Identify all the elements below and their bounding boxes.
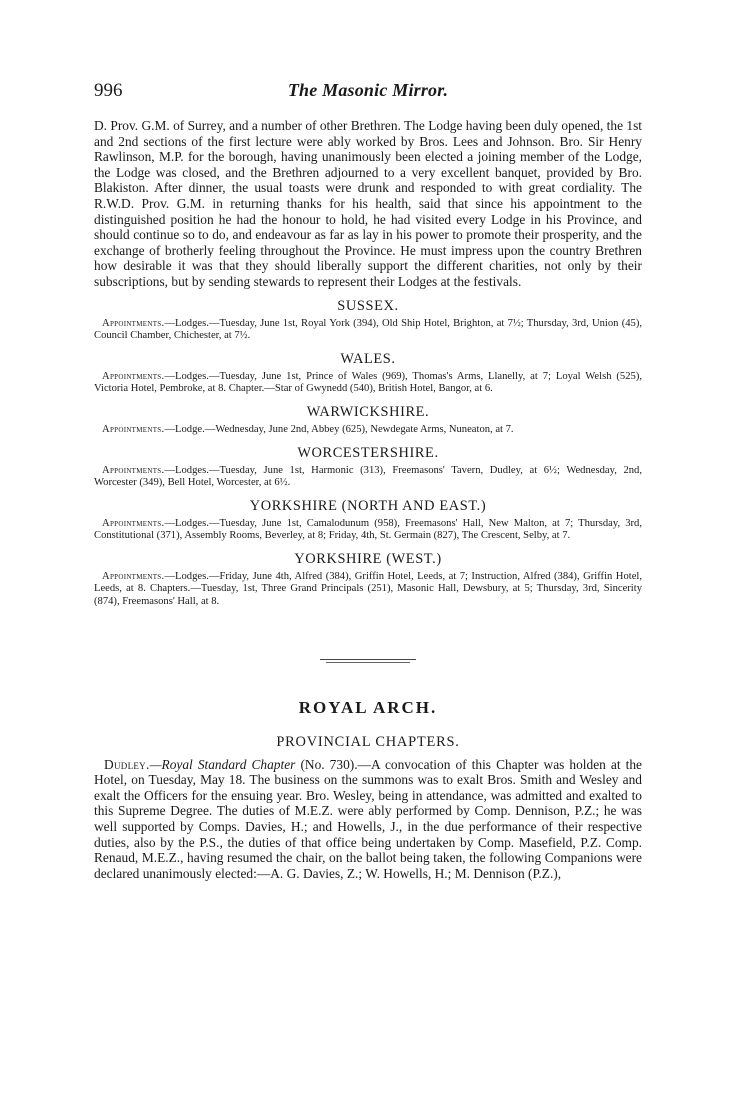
dudley-chapter-paragraph: [94, 757, 642, 882]
page-header: [94, 80, 642, 104]
appointments-label: Appointments.: [102, 464, 165, 476]
appointments-paragraph: [94, 371, 642, 396]
county-heading: WALES.: [340, 350, 396, 367]
chapter-place: Dudley.: [104, 756, 150, 772]
county-section-sussex: [94, 298, 642, 343]
appointments-text: —Lodges.—Tuesday, June 1st, Royal York (394), Old Ship Hotel, Brighton, at 7½; Thursday, 3rd, Union (45), Council Chamber, Chichester, at 7½.: [94, 317, 642, 342]
appointments-text: —Lodges.—Tuesday, June 1st, Harmonic (313), Freemasons' Tavern, Dudley, at 6½; Wednesday, 2nd, Worcester (349), Bell Hotel, Worcester, at 6½.: [94, 464, 642, 489]
appointments-text: —Lodge.—Wednesday, June 2nd, Abbey (625), Newdegate Arms, Nuneaton, at 7.: [164, 423, 514, 435]
appointments-label: Appointments.: [102, 317, 165, 329]
county-heading: YORKSHIRE (NORTH AND EAST.): [249, 497, 487, 514]
county-heading: SUSSEX.: [337, 297, 399, 314]
appointments-label: Appointments.: [102, 423, 165, 435]
appointments-label: Appointments.: [102, 517, 165, 529]
county-heading: WORCESTERSHIRE.: [297, 444, 439, 461]
appointments-label: Appointments.: [102, 570, 165, 582]
appointments-label: Appointments.: [102, 370, 165, 382]
county-heading: WARWICKSHIRE.: [306, 403, 430, 420]
appointments-text: —Lodges.—Tuesday, June 1st, Camalodunum (958), Freemasons' Hall, New Malton, at 7; Thursday, 3rd, Constitutional (371), Assembly Rooms, Beverley, at 8; Friday, 4th, St. Germain (827), The Crescent, Selby, at 7.: [94, 517, 642, 542]
page-number: 996: [94, 80, 123, 101]
chapter-name: —Royal Standard Chapter: [149, 756, 296, 772]
document-page: [94, 80, 642, 881]
appointments-paragraph: [94, 318, 642, 343]
appointments-text: —Lodges.—Tuesday, June 1st, Prince of Wales (969), Thomas's Arms, Llanelly, at 7; Loyal Welsh (525), Victoria Hotel, Pembroke, at 8. Chapter.—Star of Gwynedd (540), British Hotel, Bangor, at 6.: [94, 370, 642, 395]
appointments-paragraph: [94, 518, 642, 543]
chapter-body-text: (No. 730).—A convocation of this Chapter was holden at the Hotel, on Tuesday, May 18. The business on the summons was to exalt Bros. Smith and Wesley and exalt the Officers for the ensuing year. Bro. Wesley, being in attendance, was admitted and exalted to this Supreme Degree. The duties of M.E.Z. were ably performed by Comp. Dennison, P.Z.; he was well supported by Comps. Davies, H.; and Howells, J., in the due performance of their respective duties, also by the P.S., the duties of that office being undertaken by Comp. Masefield, P.Z. Comp. Renaud, M.E.Z., having resumed the chair, on the ballot being taken, the following Companions were declared unanimously elected:—A. G. Davies, Z.; W. Howells, H.; M. Dennison (P.Z.),: [94, 756, 642, 881]
county-section-yorkshire-north-east: [94, 498, 642, 543]
county-section-worcestershire: [94, 445, 642, 490]
royal-arch-title: ROYAL ARCH.: [298, 697, 438, 717]
intro-paragraph: D. Prov. G.M. of Surrey, and a number of other Brethren. The Lodge having been duly opened, the 1st and 2nd sections of the first lecture were ably worked by Bros. Lees and Johnson. Bro. Sir Henry Rawlinson, M.P. for the borough, having unanimously been elected a joining member of the Lodge, the Lodge was closed, and the Brethren adjourned to a very excellent banquet, provided by Bro. Blakiston. After dinner, the usual toasts were drunk and responded to with great cordiality. The R.W.D. Prov. G.M. in returning thanks for his health, said that since his appointment to the distinguished position he had the honour to hold, he had visited every Lodge in his Province, and should continue so to do, and endeavour as far as lay in his power to promote their prosperity, and the exchange of brotherly feeling throughout the Province. He must impress upon the country Brethren how desirable it was that they should liberally support the different charities, not only by their subscriptions, but by sending stewards to represent their Lodges at the festivals.: [94, 118, 643, 289]
appointments-paragraph: [94, 465, 642, 490]
county-heading: YORKSHIRE (WEST.): [294, 550, 442, 567]
provincial-chapters-subtitle: PROVINCIAL CHAPTERS.: [276, 733, 460, 750]
county-section-yorkshire-west: [94, 551, 642, 609]
appointments-text: —Lodges.—Friday, June 4th, Alfred (384), Griffin Hotel, Leeds, at 7; Instruction, Alfred (384), Griffin Hotel, Leeds, at 8. Chapters.—Tuesday, 1st, Three Grand Principals (251), Masonic Hall, Dewsbury, at 5; Thursday, 3rd, Sincerity (874), Freemasons' Hall, at 8.: [94, 570, 642, 608]
section-divider-rule: [320, 659, 416, 660]
running-title: The Masonic Mirror.: [287, 80, 449, 100]
appointments-paragraph: [94, 424, 642, 437]
county-section-wales: [94, 351, 642, 396]
county-section-warwickshire: [94, 404, 642, 437]
appointments-paragraph: [94, 571, 642, 609]
